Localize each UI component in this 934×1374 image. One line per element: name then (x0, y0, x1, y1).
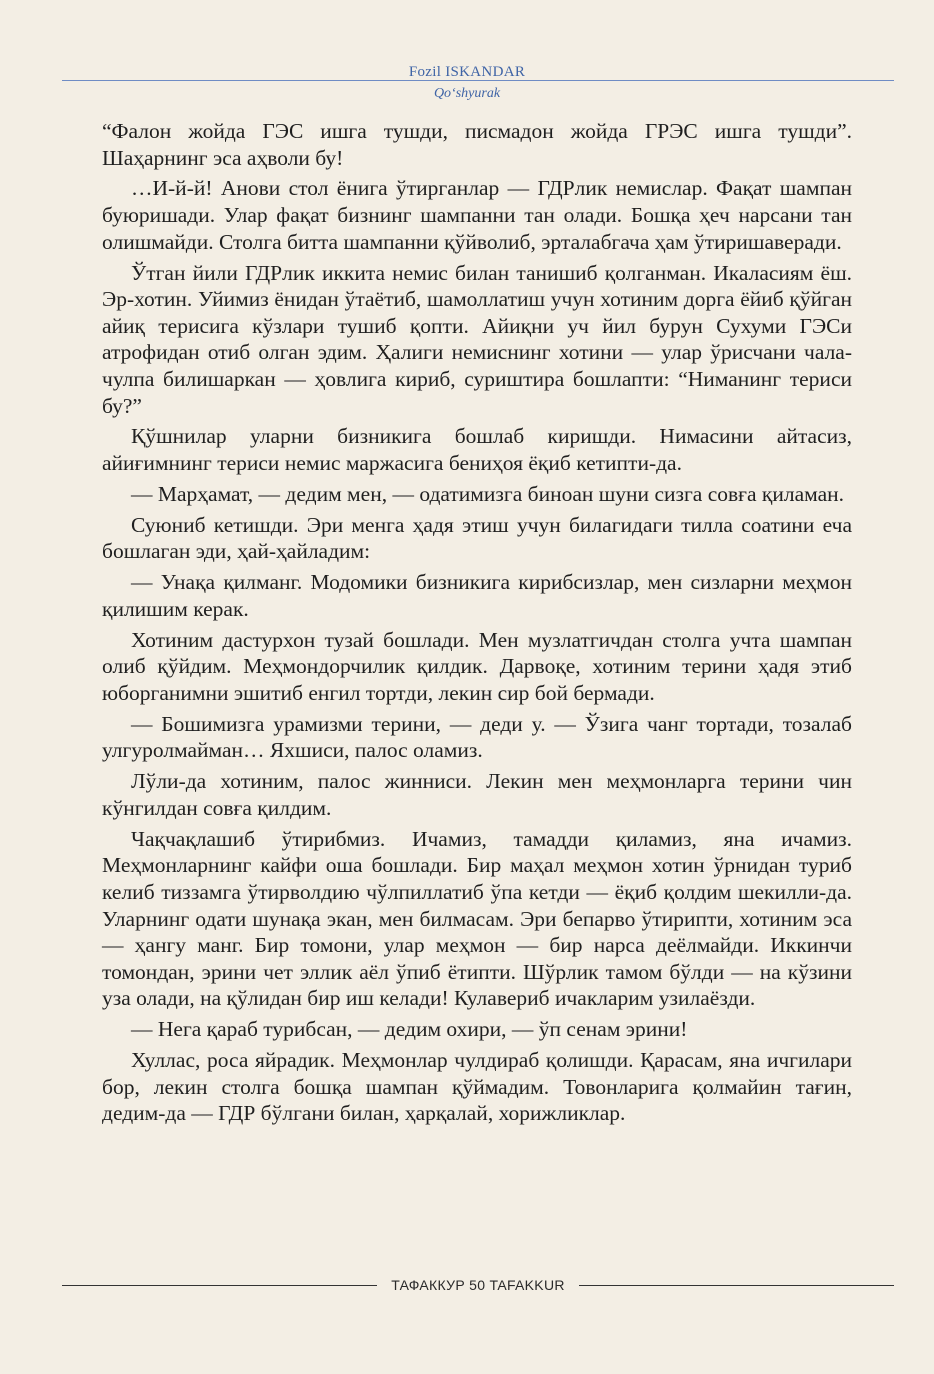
paragraph: Хотиним дастурхон тузай бошлади. Мен музлатгичдан столга учта шампан олиб қўйдим. Меҳмондорчилик қилдик. Дарвоқе, хотиним терини ҳадя этиб юборганимни эшитиб енгил тортди, лекин сир бой бермади. (102, 627, 852, 705)
paragraph: Чақчақлашиб ўтирибмиз. Ичамиз, тамадди қиламиз, яна ичамиз. Меҳмонларнинг кайфи оша бошлади. Бир маҳал меҳмон хотин ўрнидан туриб келиб тиззамга ўтирволдию чўлпиллатиб ўпа кетди — ёқиб қолдим шекилли-да. Уларнинг одати шунақа экан, мен билмасам. Эри бепарво ўтирипти, хотиним эса — ҳангу манг. Бир томони, улар меҳмон — бир нарса деёлмайди. Иккинчи томондан, эрини чет эллик аёл ўпиб ётипти. Шўрлик тамом бўлди — на кўзини уза олади, на қўлидан бир иш келади! Кулавериб ичакларим узилаёзди. (102, 826, 852, 1011)
paragraph: Лўли-да хотиним, палос жинниси. Лекин мен меҳмонларга терини чин кўнгилдан совға қилдим. (102, 769, 852, 820)
running-head-author: Fozil ISKANDAR (408, 64, 526, 80)
paragraph: Суюниб кетишди. Эри менга ҳадя этиш учун билагидаги тилла соатини еча бошлаган эди, ҳай-ҳайладим: (102, 512, 852, 564)
paragraph: — Бошимизга урамизми терини, — деди у. — Ўзига чанг тортади, тозалаб улгуролмайман… Яхшиси, палос оламиз. (102, 711, 852, 763)
article-body (102, 118, 852, 1131)
paragraph: Хуллас, роса яйрадик. Меҳмонлар чулдираб қолишди. Қарасам, яна ичгилари бор, лекин столга бошқа шампан қўймадим. Товонларига қолмайин тағин, дедим-да — ГДР бўлгани билан, ҳарқалай, хорижликлар. (102, 1048, 852, 1126)
footer-page-label: ТАФАККУР 50 TAFAKKUR (391, 1277, 565, 1293)
footer-rule-left (62, 1285, 377, 1286)
paragraph: — Нега қараб турибсан, — дедим охири, — ўп сенам эрини! (131, 1017, 688, 1042)
page-footer (62, 1270, 894, 1300)
running-head-title: Qo‘shyurak (433, 86, 501, 101)
paragraph: …И-й-й! Анови стол ёнига ўтирганлар — ГДРлик немислар. Фақат шампан буюришади. Улар фақат бизнинг шампанни тан олади. Бошқа ҳеч нарсани тан олишмайди. Столга битта шампанни қўйволиб, эрталабгача ҳам ўтиришаверади. (102, 176, 852, 254)
footer-rule-right (579, 1285, 894, 1286)
paragraph: — Марҳамат, — дедим мен, — одатимизга биноан шуни сизга совға қиламан. (131, 481, 845, 506)
paragraph: Қўшнилар уларни бизникига бошлаб киришди. Нимасини айтасиз, айиғимнинг териси немис маржасига бениҳоя ёқиб кетипти-да. (102, 424, 852, 476)
paragraph: Ўтган йили ГДРлик иккита немис билан танишиб қолганман. Икаласиям ёш. Эр-хотин. Уйимиз ёнидан ўтаётиб, шамоллатиш учун хотиним дорга ёйиб қўйган айиқ терисига кўзлари тушиб қопти. Айиқни уч йил бурун Сухуми ГЭСи атрофидан отиб олган эдим. Ҳалиги немиснинг хотини — улар ўрисчани чала-чулпа билишаркан — ҳовлига кириб, суриштира бошлапти: “Ниманинг териси бу?” (102, 260, 852, 418)
paragraph: — Унақа қилманг. Модомики бизникига кирибсизлар, мен сизларни меҳмон қилишим керак. (102, 570, 852, 621)
paragraph: “Фалон жойда ГЭС ишга тушди, писмадон жойда ГРЭС ишга тушди”. Шаҳарнинг эса аҳволи бу! (102, 119, 852, 170)
